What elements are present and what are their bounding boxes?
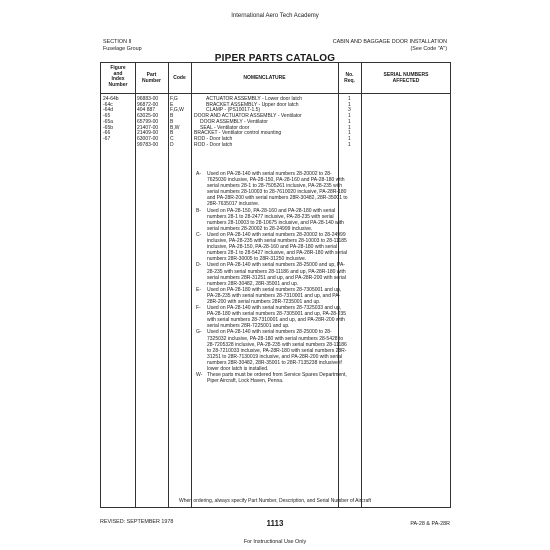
row-index: -66	[103, 130, 111, 137]
row-index: -65b	[103, 124, 114, 131]
note-key: D-	[196, 262, 202, 269]
section-label: SECTION II	[103, 39, 132, 45]
col-header-nomenclature: NOMENCLATURE	[243, 75, 286, 81]
row-index: -64c	[103, 101, 113, 108]
note-text: Used on PA-28-150, PA-28-160 and PA-28-180 with serial numbers 28-1 to 28-2477 inclusive, PA-28-235 with serial numbers 28-10003 to 28-10675 inclusive, and PA-28-140 with serial numbers 28-20002 to 28-24999 inclusive.	[207, 207, 344, 232]
note-key: A-	[196, 171, 201, 177]
row-code: D	[170, 141, 174, 148]
row-part-number: 404 887	[137, 107, 156, 114]
col-header-number-required: No. Req.	[344, 72, 355, 84]
code-note	[196, 287, 348, 305]
note-key: C-	[196, 231, 202, 238]
row-part-number: 21407-00	[137, 124, 159, 131]
row-quantity: 1	[348, 113, 351, 120]
row-quantity: 1	[348, 124, 351, 131]
row-code: B	[170, 118, 174, 125]
page-number: 1113	[266, 519, 284, 528]
note-text: Used on PA-28-140 with serial numbers 28-20002 to 28-24999 inclusive, PA-28-235 with serial numbers 28-10003 to 28-11185 inclusive, PA-28-150, PA-28-160 and PA-28-180 with serial numbers 28-1 to 28-5427 inclusive, and PA-28R-180 with serial numbers 28R-30005 to 28R-31250 inclusive.	[207, 231, 347, 263]
col-header-figure: Figure and Index Number	[108, 65, 128, 88]
code-notes	[196, 171, 348, 384]
row-quantity: 1	[348, 141, 351, 148]
note-key: B-	[196, 207, 201, 214]
catalog-title: PIPER PARTS CATALOG	[214, 53, 336, 64]
col-header-code: Code	[173, 75, 186, 81]
code-note	[196, 372, 348, 384]
bottom-banner: For Instructional Use Only	[243, 539, 307, 545]
row-quantity: 1	[348, 135, 351, 142]
group-label: Fuselage Group	[103, 46, 142, 52]
row-quantity: 1	[348, 118, 351, 125]
row-nomenclature: ROD - Door latch	[194, 141, 233, 148]
row-nomenclature: ROD - Door latch	[194, 135, 233, 142]
row-part-number: 96872-00	[137, 101, 159, 108]
revision-date: REVISED: SEPTEMBER 1978	[100, 519, 174, 525]
code-note	[196, 262, 348, 286]
row-index: -65a	[103, 118, 114, 125]
code-note	[196, 329, 348, 372]
table-row	[101, 142, 450, 148]
row-quantity: 3	[348, 107, 351, 114]
row-index: -65	[103, 113, 111, 120]
installation-header	[333, 39, 447, 53]
note-key: E-	[196, 286, 201, 293]
note-text: Used on PA-28-140 with serial numbers 28-7325033 and up, PA-28-180 with serial numbers 28-7305001 and up, PA-28-235 with serial numbers 28-7310001 and up, and PA-28R-200 with serial numbers 28R-7225001 and up.	[207, 305, 347, 330]
code-note	[196, 208, 348, 232]
row-index: -64d	[103, 107, 114, 114]
note-text: Used on PA-28-140 with serial numbers 28-25000 to 28-7325032 inclusive, PA-28-180 with serial numbers 28-5428 to 28-7205328 inclusive, PA-28-235 with serial numbers 28-11186 to 28-7210033 inclusive, PA-28R-180 with serial numbers 28R-31251 to 28R-7130019 inclusive, and PA-28R-200 with serial numbers 28R-30482, 28R-35001 to 28R-7135238 inclusive if lower door latch is installed.	[207, 329, 347, 372]
code-note	[196, 171, 348, 208]
row-code: E	[170, 101, 174, 108]
row-quantity: 1	[348, 101, 351, 108]
note-key: W-	[196, 372, 203, 379]
parts-table	[100, 62, 451, 508]
note-text: Used on PA-28-180 with serial numbers 28-7305001 and up, PA-28-235 with serial numbers 28-7310001 and up, and PA-28R-200 with serial numbers 28R-7235001 and up.	[207, 286, 342, 305]
aircraft-model: PA-28 & PA-28R	[410, 521, 450, 527]
row-code: C	[170, 135, 174, 142]
row-index: -67	[103, 135, 111, 142]
ordering-note: When ordering, always specify Part Number, Description, and Serial Number of Aircraft	[178, 498, 372, 504]
row-part-number: 99783-00	[137, 141, 159, 148]
top-banner: International Aero Tech Academy	[231, 13, 319, 19]
row-part-number: 63007-00	[137, 135, 159, 142]
row-nomenclature: CLAMP - (PS10017-1.5)	[206, 107, 261, 114]
row-part-number: 65799-00	[137, 118, 159, 125]
row-part-number: 63025-00	[137, 113, 159, 120]
row-code: B	[170, 130, 174, 137]
row-code: F,G,W	[170, 107, 184, 114]
note-text: These parts must be ordered from Service Spares Department, Piper Aircraft, Lock Haven, Penna.	[207, 372, 347, 385]
installation-subtitle: (See Code "A")	[410, 46, 447, 52]
col-header-part-number: Part Number	[142, 72, 161, 84]
note-text: Used on PA-28-140 with serial numbers 28-25000 and up, PA-28-235 with serial numbers 28-11186 and up, PA-28R-180 with serial numbers 28R-31251 and up, and PA-28R-200 with serial numbers 28R-30482, 28R-35001 and up.	[207, 262, 346, 287]
code-note	[196, 305, 348, 329]
row-quantity: 1	[348, 130, 351, 137]
row-code: B	[170, 113, 174, 120]
header-divider	[101, 93, 450, 94]
installation-title: CABIN AND BAGGAGE DOOR INSTALLATION	[332, 39, 447, 45]
row-code: B,W	[170, 124, 180, 131]
row-nomenclature: SEAL - Ventilator door	[200, 124, 250, 131]
row-part-number: 21409-00	[137, 130, 159, 137]
row-part-number: 96883-00	[137, 96, 159, 102]
row-quantity: 1	[348, 96, 351, 102]
row-nomenclature: DOOR AND ACTUATOR ASSEMBLY - Ventilator	[194, 113, 302, 120]
section-header	[103, 39, 142, 53]
code-note	[196, 232, 348, 262]
row-nomenclature: DOOR ASSEMBLY - Ventilator	[200, 118, 268, 125]
row-nomenclature: BRACKET - Ventilator control mounting	[194, 130, 282, 137]
note-text: Used on PA-28-140 with serial numbers 28-20002 to 28-7625030 inclusive, PA-28-150, PA-28-160 and PA-28-180 with serial numbers 28-1 to 28-7505261 inclusive, PA-28-235 with serial numbers 28-10003 to 28-7610020 inclusive, PA-28R-180 and PA-28R-200 with serial numbers 28R-30482, 28R-35001 to 28R-7635017 inclusive.	[207, 171, 348, 208]
row-nomenclature: ACTUATOR ASSEMBLY - Lower door latch	[206, 96, 303, 102]
row-nomenclature: BRACKET ASSEMBLY - Upper door latch	[206, 101, 299, 108]
note-key: F-	[196, 305, 201, 312]
note-key: G-	[196, 329, 202, 336]
row-index: 24-64b	[103, 96, 119, 102]
col-header-serial-numbers: SERIAL NUMBERS AFFECTED	[383, 72, 429, 84]
row-code: F,G	[170, 96, 178, 102]
